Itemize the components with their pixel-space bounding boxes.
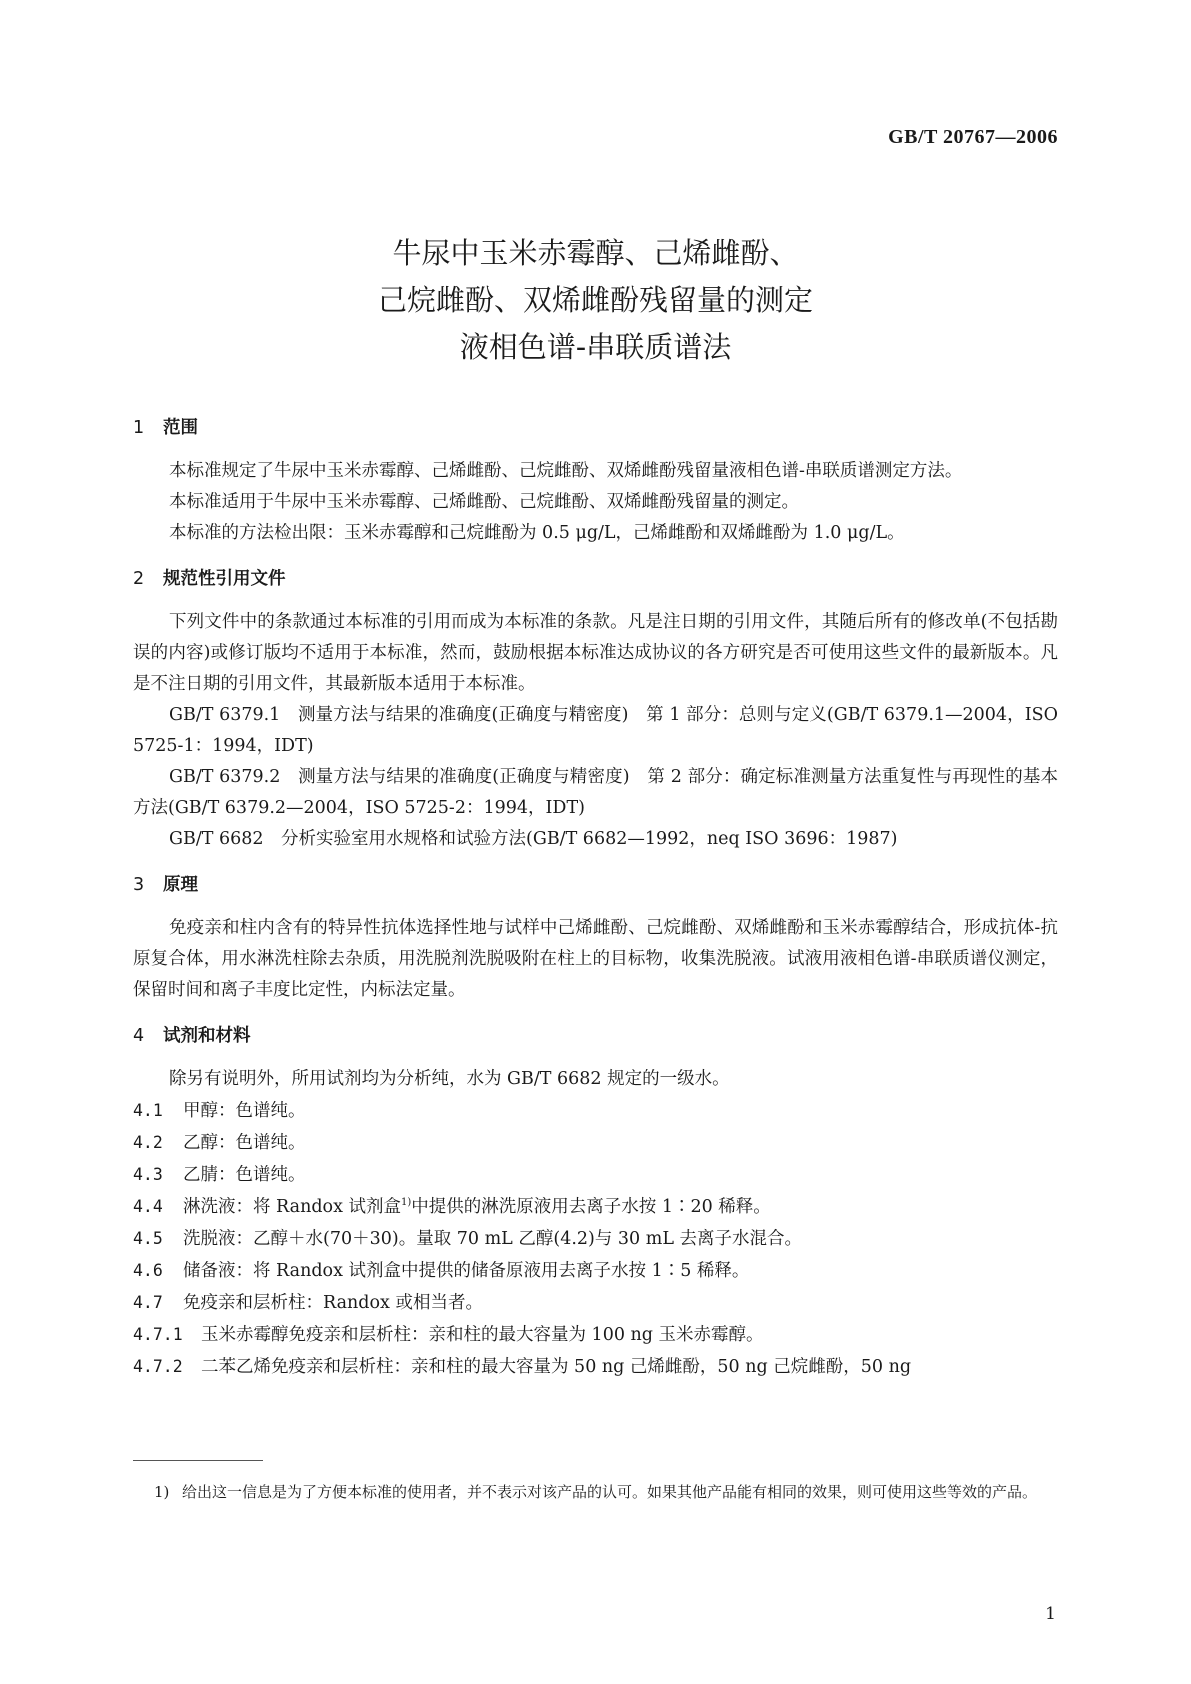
normative-reference-2: GB/T 6379.2 测量方法与结果的准确度(正确度与精密度) 第 2 部分：确定标准测量方法重复性与再现性的基本方法(GB/T 6379.2—2004，ISO 5725-2：1994，IDT) <box>133 767 1058 818</box>
clause-4-7-2: 4.7.2 二苯乙烯免疫亲和层析柱：亲和柱的最大容量为 50 ng 己烯雌酚，50 ng 己烷雌酚，50 ng <box>133 1357 912 1377</box>
clause-4-6: 4.6 储备液：将 Randox 试剂盒中提供的储备原液用去离子水按 1∶5 稀释。 <box>133 1261 750 1281</box>
clause-4-7-1: 4.7.1 玉米赤霉醇免疫亲和层析柱：亲和柱的最大容量为 100 ng 玉米赤霉醇。 <box>133 1325 764 1345</box>
section-3-heading: 3 原理 <box>133 875 198 895</box>
footnote-reference: 1) <box>401 1197 412 1209</box>
clause-4-4: 4.4 淋洗液：将 Randox 试剂盒$^{1)}$中提供的淋洗原液用去离子水按 1∶20 稀释。 <box>133 1197 771 1217</box>
section-1-heading: 1 范围 <box>133 418 198 438</box>
clause-4-2: 4.2 乙醇：色谱纯。 <box>133 1133 306 1153</box>
section-1-paragraph-1: 本标准规定了牛尿中玉米赤霉醇、己烯雌酚、己烷雌酚、双烯雌酚残留量液相色谱-串联质谱测定方法。 <box>169 461 963 481</box>
document-title <box>0 230 1191 371</box>
section-2-heading: 2 规范性引用文件 <box>133 569 286 589</box>
clause-4-1: 4.1 甲醇：色谱纯。 <box>133 1101 306 1121</box>
clause-4-7: 4.7 免疫亲和层析柱：Randox 或相当者。 <box>133 1293 483 1313</box>
title-line-3: 液相色谱-串联质谱法 <box>459 330 732 364</box>
standard-number: GB/T 20767—2006 <box>888 126 1058 148</box>
footnote-separator <box>133 1460 263 1461</box>
title-line-1: 牛尿中玉米赤霉醇、己烯雌酚、 <box>392 236 799 270</box>
section-3-paragraph-1: 免疫亲和柱内含有的特异性抗体选择性地与试样中己烯雌酚、己烷雌酚、双烯雌酚和玉米赤霉醇结合，形成抗体-抗原复合体，用水淋洗柱除去杂质，用洗脱剂洗脱吸附在柱上的目标物，收集洗脱液。试液用液相色谱-串联质谱仪测定，保留时间和离子丰度比定性，内标法定量。 <box>133 918 1058 1000</box>
normative-reference-1: GB/T 6379.1 测量方法与结果的准确度(正确度与精密度) 第 1 部分：总则与定义(GB/T 6379.1—2004，ISO 5725-1：1994，IDT) <box>133 705 1058 756</box>
footnote-mark: 1) <box>154 1483 170 1501</box>
footnote-text: 给出这一信息是为了方便本标准的使用者，并不表示对该产品的认可。如果其他产品能有相同的效果，则可使用这些等效的产品。 <box>182 1483 1038 1501</box>
clause-4-3: 4.3 乙腈：色谱纯。 <box>133 1165 306 1185</box>
clause-4-5: 4.5 洗脱液：乙醇＋水(70＋30)。量取 70 mL 乙醇(4.2)与 30 mL 去离子水混合。 <box>133 1229 803 1249</box>
page-number: 1 <box>1045 1604 1056 1624</box>
document-body <box>133 414 1058 1383</box>
normative-reference-3: GB/T 6682 分析实验室用水规格和试验方法(GB/T 6682—1992，neq ISO 3696：1987) <box>169 829 898 849</box>
title-line-2: 己烷雌酚、双烯雌酚残留量的测定 <box>377 283 813 317</box>
section-4-heading: 4 试剂和材料 <box>133 1026 251 1046</box>
section-1-paragraph-2: 本标准适用于牛尿中玉米赤霉醇、己烯雌酚、己烷雌酚、双烯雌酚残留量的测定。 <box>169 492 799 512</box>
section-2-paragraph-1: 下列文件中的条款通过本标准的引用而成为本标准的条款。凡是注日期的引用文件，其随后所有的修改单(不包括勘误的内容)或修订版均不适用于本标准，然而，鼓励根据本标准达成协议的各方研究是否可使用这些文件的最新版本。凡是不注日期的引用文件，其最新版本适用于本标准。 <box>133 612 1058 694</box>
footnote <box>154 1478 1058 1506</box>
section-4-intro: 除另有说明外，所用试剂均为分析纯，水为 GB/T 6682 规定的一级水。 <box>169 1069 730 1089</box>
section-1-paragraph-3: 本标准的方法检出限：玉米赤霉醇和己烷雌酚为 0.5 μg/L，己烯雌酚和双烯雌酚为 1.0 μg/L。 <box>169 523 905 543</box>
